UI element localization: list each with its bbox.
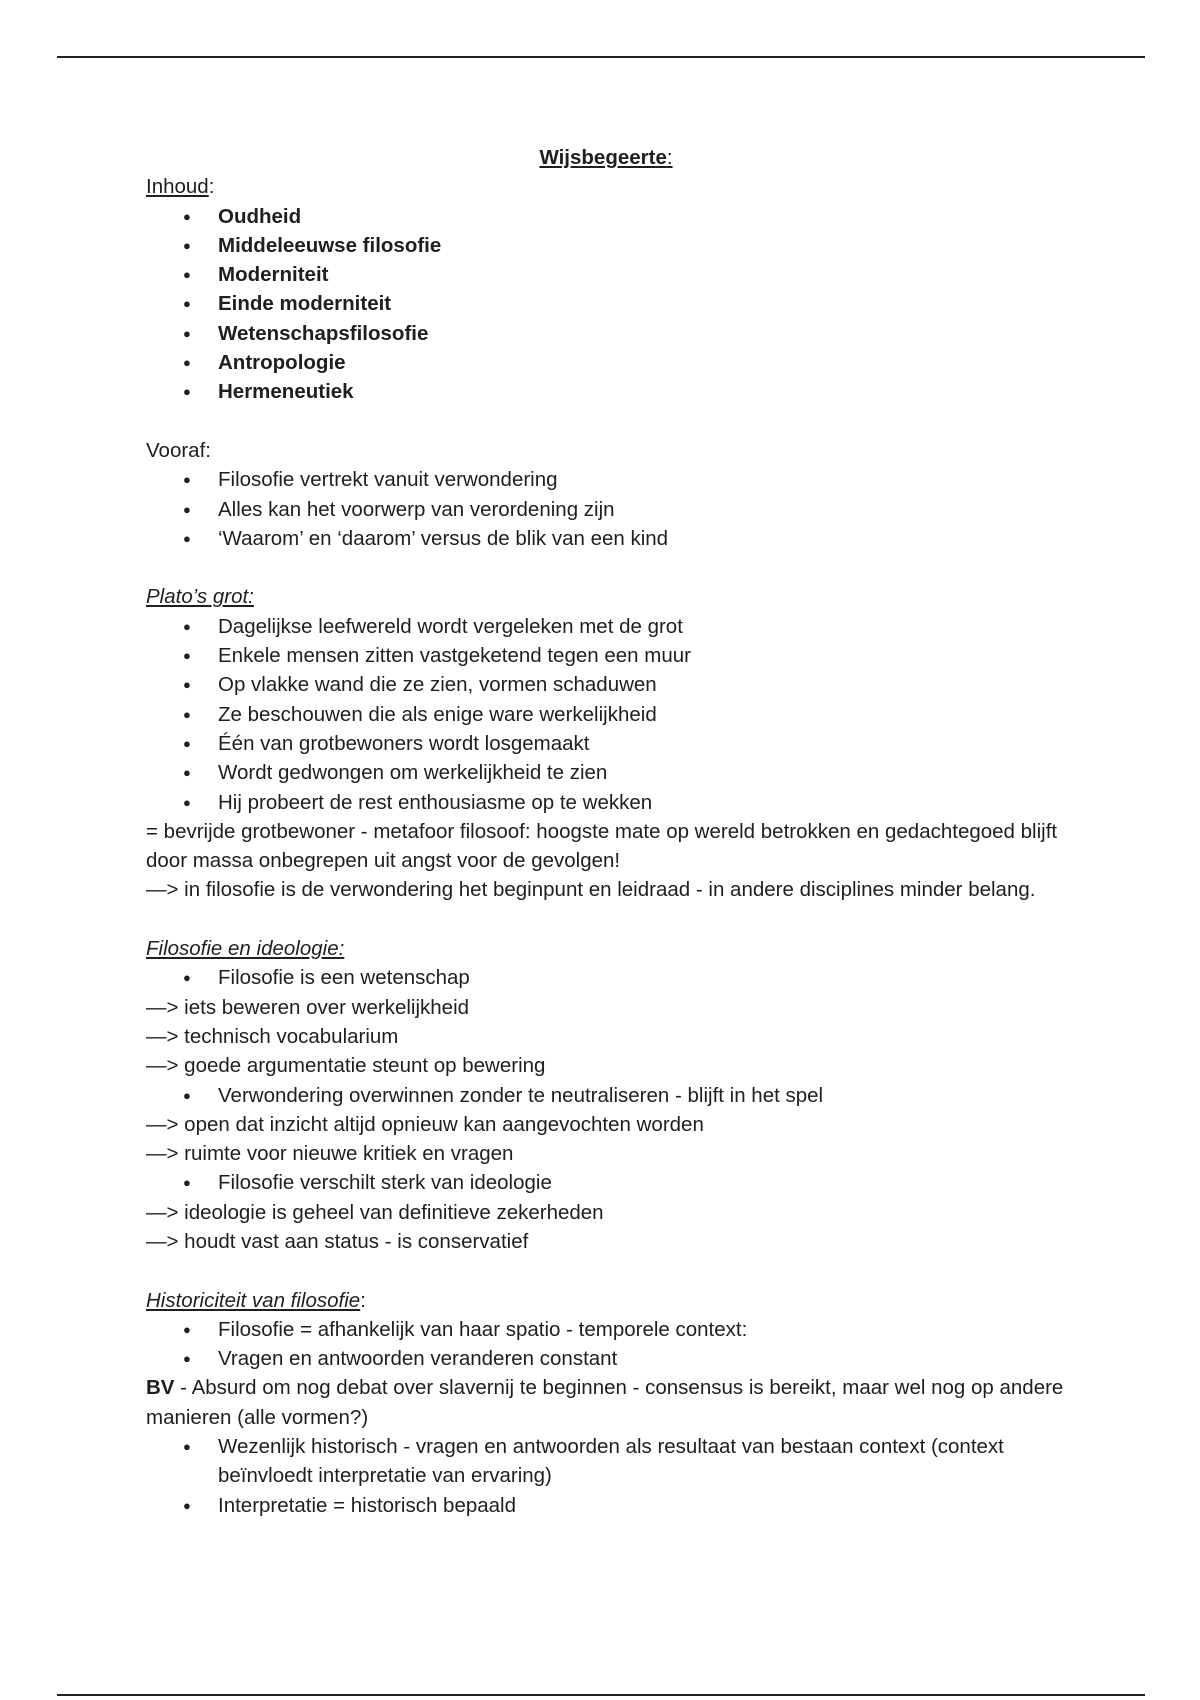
- historiciteit-list: [146, 1315, 1066, 1374]
- list-item: ● Vragen en antwoorden veranderen constant: [218, 1344, 1066, 1373]
- list-item: ● Einde moderniteit: [218, 289, 1066, 318]
- list-item: ● ‘Waarom’ en ‘daarom’ versus de blik van een kind: [218, 524, 1066, 553]
- list-item: ● Middeleeuwse filosofie: [218, 231, 1066, 260]
- list-item: ● Wordt gedwongen om werkelijkheid te zien: [218, 758, 1066, 787]
- list-item: ● Hij probeert de rest enthousiasme op te wekken: [218, 788, 1066, 817]
- section-heading-ideologie: Filosofie en ideologie:: [146, 937, 345, 961]
- vooraf-list: [146, 465, 1066, 553]
- example-label: BV: [146, 1376, 175, 1400]
- list-item: ● Dagelijkse leefwereld wordt vergeleken met de grot: [218, 612, 1066, 641]
- list-item: ● Moderniteit: [218, 260, 1066, 289]
- list-item: ● Filosofie verschilt sterk van ideologie: [218, 1168, 1066, 1197]
- historiciteit-list-2: [146, 1432, 1066, 1520]
- arrow-line: —> houdt vast aan status - is conservatief: [146, 1229, 529, 1253]
- list-item: ● Verwondering overwinnen zonder te neutraliseren - blijft in het spel: [218, 1081, 1066, 1110]
- example-text: - Absurd om nog debat over slavernij te beginnen - consensus is bereikt, maar wel nog op andere manieren (alle vormen?): [146, 1376, 1064, 1429]
- list-item: ● Antropologie: [218, 348, 1066, 377]
- arrow-line: —> ideologie is geheel van definitieve zekerheden: [146, 1200, 604, 1224]
- bottom-rule: [57, 1694, 1145, 1696]
- top-rule: [57, 56, 1145, 58]
- list-item: ● Hermeneutiek: [218, 377, 1066, 406]
- list-item: ● Oudheid: [218, 202, 1066, 231]
- list-item: ● Wezenlijk historisch - vragen en antwoorden als resultaat van bestaan context (context beïnvloedt interpretatie van ervaring): [218, 1432, 1066, 1491]
- inhoud-list: [146, 202, 1066, 407]
- section-heading-historiciteit: Historiciteit van filosofie:: [146, 1288, 366, 1312]
- list-item: ● Enkele mensen zitten vastgeketend tegen een muur: [218, 641, 1066, 670]
- section-heading-plato: Plato’s grot:: [146, 585, 254, 609]
- list-item: ● Één van grotbewoners wordt losgemaakt: [218, 729, 1066, 758]
- plato-note-2: —> in filosofie is de verwondering het beginpunt en leidraad - in andere disciplines minder belang.: [146, 878, 1036, 902]
- list-item: ● Alles kan het voorwerp van verordening zijn: [218, 495, 1066, 524]
- list-item: ● Interpretatie = historisch bepaald: [218, 1491, 1066, 1520]
- arrow-line: —> iets beweren over werkelijkheid: [146, 995, 470, 1019]
- list-item: ● Filosofie = afhankelijk van haar spatio - temporele context:: [218, 1315, 1066, 1344]
- arrow-line: —> ruimte voor nieuwe kritiek en vragen: [146, 1142, 514, 1166]
- plato-note-1: = bevrijde grotbewoner - metafoor filosoof: hoogste mate op wereld betrokken en gedachtegoed blijft door massa onbegrepen uit angst voor de gevolgen!: [146, 819, 1058, 873]
- section-heading-vooraf: Vooraf:: [146, 438, 211, 462]
- list-item: ● Op vlakke wand die ze zien, vormen schaduwen: [218, 670, 1066, 699]
- plato-list: [146, 612, 1066, 817]
- ideologie-bullet-2: [146, 1081, 1066, 1110]
- ideologie-bullet-3: [146, 1168, 1066, 1197]
- list-item: ● Ze beschouwen die als enige ware werkelijkheid: [218, 700, 1066, 729]
- list-item: ● Filosofie is een wetenschap: [218, 963, 1066, 992]
- arrow-line: —> open dat inzicht altijd opnieuw kan aangevochten worden: [146, 1112, 704, 1136]
- example-paragraph: [146, 1373, 1066, 1432]
- list-item: ● Filosofie vertrekt vanuit verwondering: [218, 465, 1066, 494]
- section-heading-inhoud: Inhoud:: [146, 175, 215, 199]
- arrow-line: —> technisch vocabularium: [146, 1024, 399, 1048]
- page-title: Wijsbegeerte:: [539, 146, 673, 169]
- document-body: [146, 143, 1066, 1520]
- arrow-line: —> goede argumentatie steunt op bewering: [146, 1054, 546, 1078]
- list-item: ● Wetenschapsfilosofie: [218, 319, 1066, 348]
- ideologie-bullet-1: [146, 963, 1066, 992]
